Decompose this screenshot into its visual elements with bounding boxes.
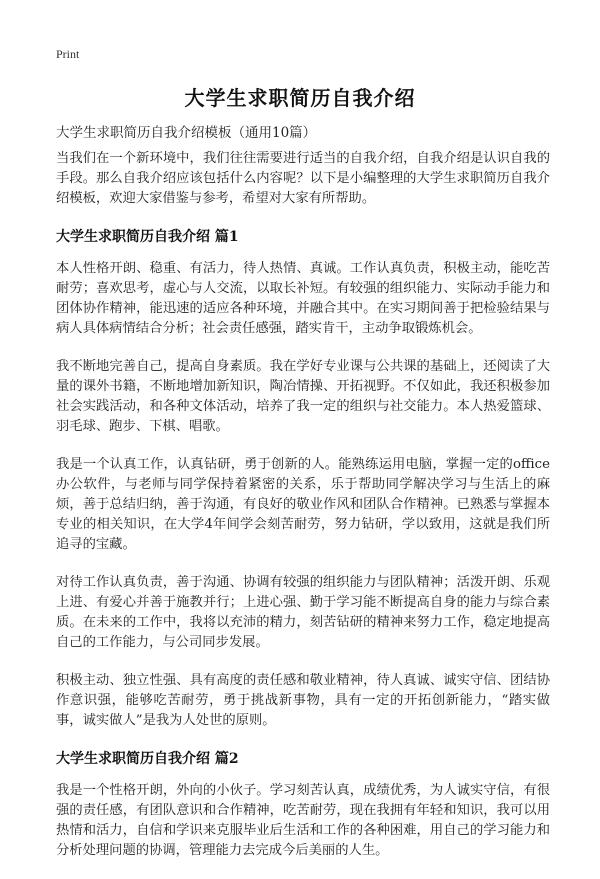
intro-paragraph: 当我们在一个新环境中，我们往往需要进行适当的自我介绍，自我介绍是认识自我的手段。那么自我介绍应该包括什么内容呢？以下是小编整理的大学生求职简历自我介绍模板，欢迎大家借鉴与参考，希望对大家有所帮助。	[56, 151, 550, 206]
section-heading: 大学生求职简历自我介绍 篇1	[56, 229, 239, 245]
section-paragraph: 积极主动、独立性强、具有高度的责任感和敬业精神，待人真诚、诚实守信、团结协作意识强，能够吃苦耐劳，勇于挑战新事物，具有一定的开拓创新能力，“踏实做事，诚实做人”是我为人处世的原则。	[56, 673, 550, 728]
section-heading: 大学生求职简历自我介绍 篇2	[56, 751, 239, 767]
section-paragraph: 我是一个认真工作，认真钻研，勇于创新的人。能熟练运用电脑，掌握一定的office 办公软件，与老师与同学保持着紧密的关系，乐于帮助同学解决学习与生活上的麻烦，善于总结归纳，善于沟通，有良好的敬业作风和团队合作精神。已熟悉与掌握本专业的相关知识，在大学4年间学会刻苦耐劳，努力钻研，学以致用，这就是我们所追寻的宝藏。	[56, 457, 550, 552]
section-1	[56, 227, 550, 731]
document-body	[56, 149, 550, 879]
page-title: 大学生求职简历自我介绍	[184, 86, 416, 110]
section-2	[56, 749, 550, 861]
section-paragraph: 我是一个性格开朗，外向的小伙子。学习刻苦认真，成绩优秀，为人诚实守信，有很强的责任感，有团队意识和合作精神，吃苦耐劳，现在我拥有年轻和知识，我可以用热情和活力，自信和学识来克服毕业后生活和工作的各种困难，用自己的学习能力和分析处理问题的协调，管理能力去完成今后美丽的人生。	[56, 783, 550, 858]
document-subtitle: 大学生求职简历自我介绍模板（通用10篇）	[56, 125, 317, 141]
section-paragraph: 对待工作认真负责，善于沟通、协调有较强的组织能力与团队精神；活泼开朗、乐观上进、有爱心并善于施教并行；上进心强、勤于学习能不断提高自身的能力与综合素质。在未来的工作中，我将以充沛的精力，刻苦钻研的精神来努力工作，稳定地提高自己的工作能力，与公司同步发展。	[56, 575, 550, 650]
section-paragraph: 我不断地完善自己，提高自身素质。我在学好专业课与公共课的基础上，还阅读了大量的课外书籍，不断地增加新知识，陶冶情操、开拓视野。不仅如此，我还积极参加社会实践活动，和各种文体活动，培养了我一定的组织与社交能力。本人热爱篮球、羽毛球、跑步、下棋、唱歌。	[56, 359, 550, 434]
section-paragraph: 本人性格开朗、稳重、有活力，待人热情、真诚。工作认真负责，积极主动，能吃苦耐劳；喜欢思考，虚心与人交流，以取长补短。有较强的组织能力、实际动手能力和团体协作精神，能迅速的适应各种环境，并融合其中。在实习期间善于把检验结果与病人具体病情结合分析；社会责任感强，踏实肯干，主动争取锻炼机会。	[56, 261, 550, 336]
print-label[interactable]: Print	[56, 47, 80, 61]
